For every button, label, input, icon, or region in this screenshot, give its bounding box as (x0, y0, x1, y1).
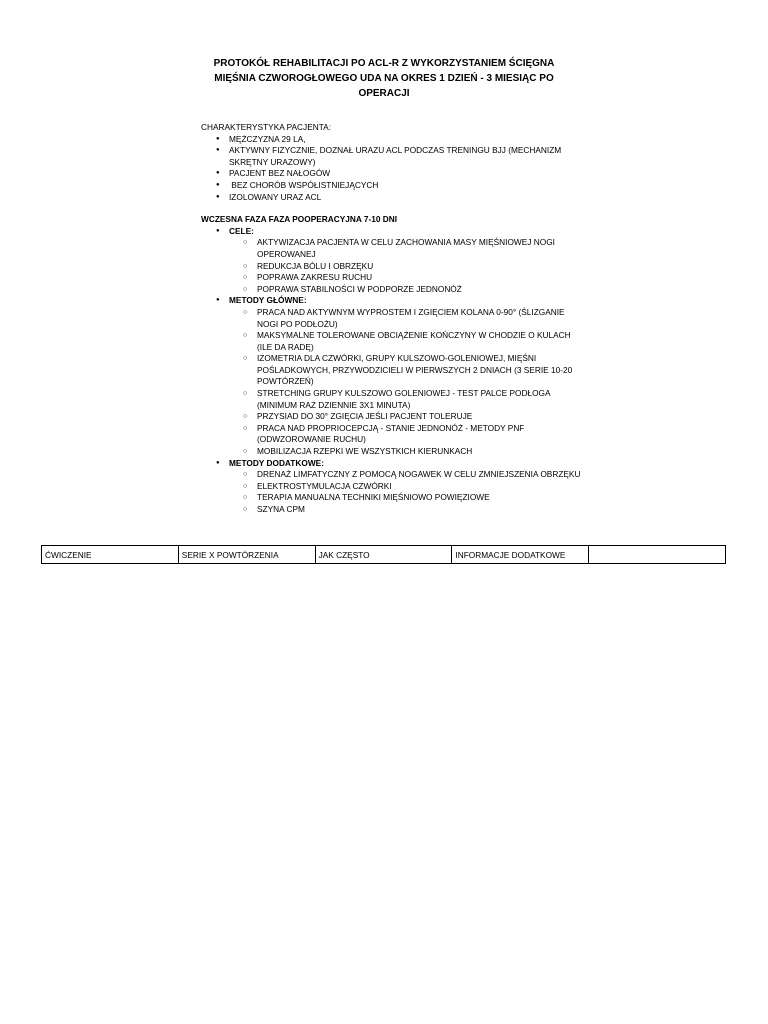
phase-heading: WCZESNA FAZA FAZA POOPERACYJNA 7-10 DNI (201, 214, 398, 225)
patient-item: ● BEZ CHORÓB WSPÓŁISTNIEJĄCYCH (229, 180, 581, 192)
table-header-cell: INFORMACJE DODATKOWE (452, 546, 589, 564)
patient-heading: CHARAKTERYSTYKA PACJENTA: (201, 122, 332, 132)
phase-list (201, 226, 581, 516)
goal-item: ○ AKTYWIZACJA PACJENTA W CELU ZACHOWANIA MASY MIĘŚNIOWEJ NOGI OPEROWANEJ (257, 237, 581, 260)
goals-list (229, 237, 581, 295)
document-body (201, 122, 581, 516)
main-method-item: ○ MOBILIZACJA RZEPKI WE WSZYSTKICH KIERUNKACH (257, 446, 581, 458)
document-title: PROTOKÓŁ REHABILITACJI PO ACL-R Z WYKORZYSTANIEM ŚCIĘGNA MIĘŚNIA CZWOROGŁOWEGO UDA NA OKRES 1 DZIEŃ - 3 MIESIĄC PO OPERACJI (213, 58, 555, 99)
main-method-item: ○ PRZYSIAD DO 30° ZGIĘCIA JEŚLI PACJENT TOLERUJE (257, 411, 581, 423)
extra-method-item: ○ SZYNA CPM (257, 504, 581, 516)
patient-item: ● MĘŻCZYZNA 29 LA, (229, 134, 581, 146)
extra-methods-label: METODY DODATKOWE: (229, 457, 324, 468)
main-methods-section (229, 295, 581, 457)
goal-item: ○ POPRAWA ZAKRESU RUCHU (257, 272, 581, 284)
main-method-item: ○ PRACA NAD AKTYWNYM WYPROSTEM I ZGIĘCIEM KOLANA 0-90° (ŚLIZGANIE NOGI PO PODŁOŻU) (257, 307, 581, 330)
goals-label: CELE: (229, 225, 254, 236)
extra-methods-section (229, 458, 581, 516)
patient-item: ● PACJENT BEZ NAŁOGÓW (229, 168, 581, 180)
exercise-table (41, 545, 726, 564)
goal-item: ○ REDUKCJA BÓLU I OBRZĘKU (257, 261, 581, 273)
extra-method-item: ○ ELEKTROSTYMULACJA CZWÓRKI (257, 481, 581, 493)
main-methods-list (229, 307, 581, 458)
table-header-cell: JAK CZĘSTO (315, 546, 452, 564)
main-method-item: ○ MAKSYMALNE TOLEROWANE OBCIĄŻENIE KOŃCZYNY W CHODZIE O KULACH (ILE DA RADĘ) (257, 330, 581, 353)
table-header-cell: SERIE X POWTÓRZENIA (178, 546, 315, 564)
extra-methods-list (229, 469, 581, 515)
table-header-cell (589, 546, 726, 564)
table-header-cell: ĆWICZENIE (42, 546, 179, 564)
goals-section (229, 226, 581, 296)
main-methods-label: METODY GŁÓWNE: (229, 295, 307, 306)
patient-item: ● AKTYWNY FIZYCZNIE, DOZNAŁ URAZU ACL PODCZAS TRENINGU BJJ (MECHANIZM SKRĘTNY URAZOWY) (229, 145, 581, 168)
patient-item: ● IZOLOWANY URAZ ACL (229, 192, 581, 204)
main-method-item: ○ IZOMETRIA DLA CZWÓRKI, GRUPY KULSZOWO-GOLENIOWEJ, MIĘŚNI POŚLADKOWYCH, PRZYWODZICIELI W PIERWSZYCH 2 DNIACH (3 SERIE 10-20 POWTÓRZEŃ) (257, 353, 581, 388)
main-method-item: ○ PRACA NAD PROPRIOCEPCJĄ - STANIE JEDNONÓŻ - METODY PNF (ODWZOROWANIE RUCHU) (257, 423, 581, 446)
patient-list (201, 134, 581, 204)
goal-item: ○ POPRAWA STABILNOŚCI W PODPORZE JEDNONÓŻ (257, 284, 581, 296)
extra-method-item: ○ TERAPIA MANUALNA TECHNIKI MIĘŚNIOWO POWIĘZIOWE (257, 492, 581, 504)
table-header-row (42, 546, 726, 564)
main-method-item: ○ STRETCHING GRUPY KULSZOWO GOLENIOWEJ - TEST PALCE PODŁOGA (MINIMUM RAZ DZIENNIE 3X1 MINUTA) (257, 388, 581, 411)
extra-method-item: ○ DRENAŻ LIMFATYCZNY Z POMOCĄ NOGAWEK W CELU ZMNIEJSZENIA OBRZĘKU (257, 469, 581, 481)
